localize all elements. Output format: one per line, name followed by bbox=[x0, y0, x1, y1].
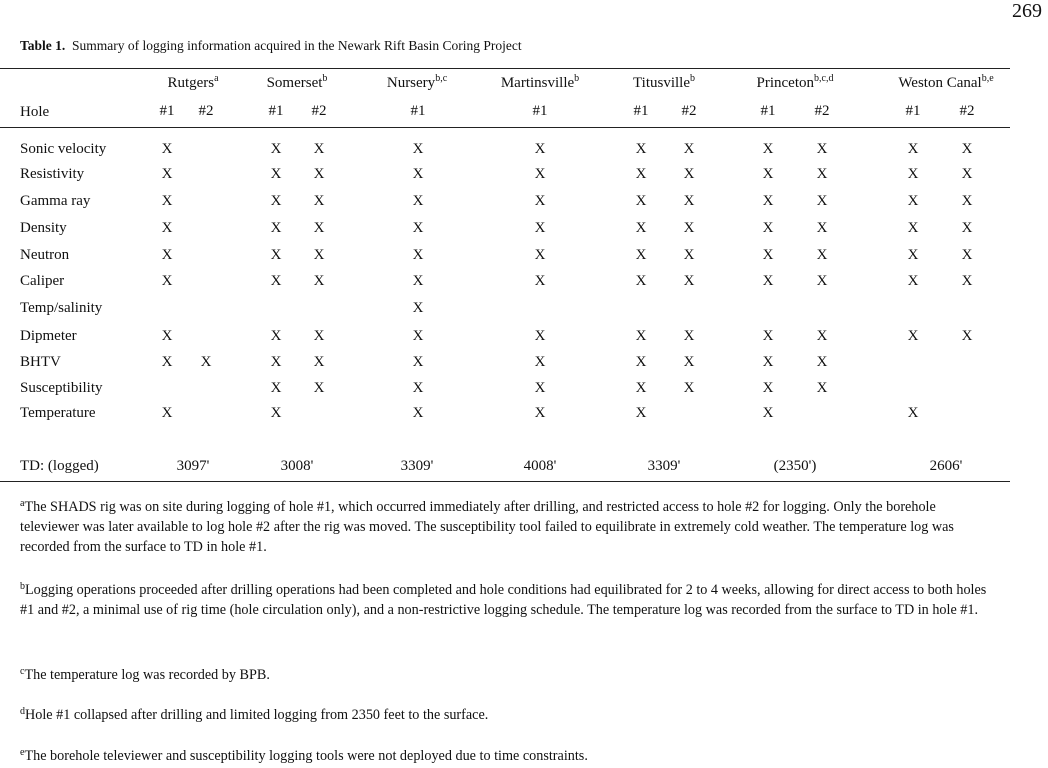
table-cell-mark: X bbox=[412, 193, 424, 209]
table-cell-mark: X bbox=[762, 247, 774, 263]
table-cell-mark: X bbox=[313, 220, 325, 236]
table-cell-mark: X bbox=[816, 380, 828, 396]
site-header bbox=[633, 75, 695, 92]
footnote-text: Hole #1 collapsed after drilling and limited logging from 2350 feet to the surface. bbox=[25, 707, 489, 723]
site-header bbox=[167, 75, 218, 92]
table-cell-mark: X bbox=[412, 405, 424, 421]
table-cell-mark: X bbox=[816, 247, 828, 263]
table-cell-mark: X bbox=[161, 193, 173, 209]
table-cell-mark: X bbox=[161, 247, 173, 263]
table-cell-mark: X bbox=[161, 166, 173, 182]
site-name: Titusville bbox=[633, 75, 690, 91]
footnote-mark: e bbox=[20, 747, 25, 758]
row-label: Temp/salinity bbox=[20, 300, 103, 316]
hole-label: #2 bbox=[814, 103, 830, 119]
footnote-mark: b bbox=[20, 581, 25, 592]
row-label: Gamma ray bbox=[20, 193, 91, 209]
hole-label: #1 bbox=[159, 103, 175, 119]
table-cell-mark: X bbox=[313, 247, 325, 263]
table-cell-mark: X bbox=[270, 247, 282, 263]
table-cell-mark: X bbox=[270, 166, 282, 182]
table-cell-mark: X bbox=[161, 273, 173, 289]
table-cell-mark: X bbox=[412, 247, 424, 263]
row-label: Neutron bbox=[20, 247, 70, 263]
table-cell-mark: X bbox=[270, 380, 282, 396]
row-label: Dipmeter bbox=[20, 328, 77, 344]
table-cell-mark: X bbox=[313, 193, 325, 209]
table-cell-mark: X bbox=[161, 354, 173, 370]
site-footnote-mark: b bbox=[322, 73, 328, 84]
hole-column-header: Hole bbox=[20, 104, 50, 120]
site-header bbox=[898, 75, 993, 92]
table-cell-mark: X bbox=[762, 328, 774, 344]
site-footnote-mark: b,c bbox=[435, 73, 448, 84]
table-cell-mark: X bbox=[161, 220, 173, 236]
td-value: 3309' bbox=[400, 458, 434, 474]
table-cell-mark: X bbox=[270, 193, 282, 209]
table-caption-label: Table 1. bbox=[20, 38, 66, 53]
table-cell-mark: X bbox=[816, 273, 828, 289]
table-cell-mark: X bbox=[961, 166, 973, 182]
table-top-rule bbox=[0, 68, 1010, 69]
table-cell-mark: X bbox=[907, 141, 919, 157]
table-cell-mark: X bbox=[907, 220, 919, 236]
row-label: Susceptibility bbox=[20, 380, 103, 396]
table-cell-mark: X bbox=[412, 300, 424, 316]
table-cell-mark: X bbox=[412, 328, 424, 344]
hole-label: #2 bbox=[681, 103, 697, 119]
table-caption-text: Summary of logging information acquired in the Newark Rift Basin Coring Project bbox=[72, 38, 522, 53]
table-cell-mark: X bbox=[816, 141, 828, 157]
footnote bbox=[20, 746, 995, 766]
site-name: Somerset bbox=[266, 75, 323, 91]
footnote-text: The borehole televiewer and susceptibility logging tools were not deployed due to time constraints. bbox=[24, 748, 588, 764]
footnote-text: The SHADS rig was on site during logging of hole #1, which occurred immediately after drilling, and restricted access to hole #2 for logging. Only the borehole televiewer was later available to log hole #2 after the rig was moved. The susceptibility tool failed to equilibrate in extremely cold weather. The temperature log was recorded from the surface to TD in hole #1. bbox=[20, 499, 954, 555]
hole-label: #2 bbox=[311, 103, 327, 119]
table-cell-mark: X bbox=[313, 380, 325, 396]
row-label: Density bbox=[20, 220, 67, 236]
table-cell-mark: X bbox=[270, 354, 282, 370]
table-cell-mark: X bbox=[161, 405, 173, 421]
footnote-text: The temperature log was recorded by BPB. bbox=[24, 667, 270, 683]
table-cell-mark: X bbox=[683, 220, 695, 236]
hole-label: #2 bbox=[198, 103, 214, 119]
table-cell-mark: X bbox=[907, 193, 919, 209]
hole-label: #1 bbox=[532, 103, 548, 119]
hole-label: #1 bbox=[760, 103, 776, 119]
table-cell-mark: X bbox=[816, 354, 828, 370]
td-value: 3309' bbox=[647, 458, 681, 474]
table-cell-mark: X bbox=[534, 328, 546, 344]
table-cell-mark: X bbox=[635, 354, 647, 370]
table-cell-mark: X bbox=[534, 405, 546, 421]
table-cell-mark: X bbox=[270, 220, 282, 236]
table-cell-mark: X bbox=[762, 166, 774, 182]
table-cell-mark: X bbox=[635, 273, 647, 289]
table-cell-mark: X bbox=[683, 354, 695, 370]
footnote-text: Logging operations proceeded after drilling operations had been completed and hole conditions had equilibrated for 2 to 4 weeks, allowing for direct access to both holes #1 and #2, a minimal use of rig time (hole circulation only), and a non-restrictive logging schedule. The temperature log was recorded from the surface to TD in hole #1. bbox=[20, 582, 987, 618]
site-header bbox=[387, 75, 447, 92]
page-number: 269 bbox=[1012, 0, 1042, 22]
table-cell-mark: X bbox=[907, 273, 919, 289]
table-cell-mark: X bbox=[412, 354, 424, 370]
table-cell-mark: X bbox=[635, 328, 647, 344]
site-name: Martinsville bbox=[500, 75, 575, 91]
hole-label: #1 bbox=[268, 103, 284, 119]
table-cell-mark: X bbox=[534, 193, 546, 209]
site-footnote-mark: b bbox=[689, 73, 695, 84]
table-cell-mark: X bbox=[762, 193, 774, 209]
footnote-mark: a bbox=[20, 498, 25, 509]
site-footnote-mark: b,e bbox=[981, 73, 994, 84]
td-value: (2350') bbox=[773, 458, 817, 474]
footnote-mark: d bbox=[20, 706, 25, 717]
td-value: 2606' bbox=[929, 458, 963, 474]
table-cell-mark: X bbox=[534, 273, 546, 289]
table-cell-mark: X bbox=[313, 328, 325, 344]
footnote bbox=[20, 665, 995, 685]
table-cell-mark: X bbox=[762, 273, 774, 289]
site-header bbox=[267, 75, 328, 92]
table-cell-mark: X bbox=[635, 380, 647, 396]
site-name: Weston Canal bbox=[898, 75, 982, 91]
table-cell-mark: X bbox=[961, 141, 973, 157]
table-cell-mark: X bbox=[683, 193, 695, 209]
table-cell-mark: X bbox=[412, 380, 424, 396]
table-cell-mark: X bbox=[635, 405, 647, 421]
row-label: Caliper bbox=[20, 273, 65, 289]
footnote bbox=[20, 497, 995, 557]
table-cell-mark: X bbox=[635, 166, 647, 182]
table-cell-mark: X bbox=[635, 220, 647, 236]
table-cell-mark: X bbox=[907, 405, 919, 421]
table-cell-mark: X bbox=[412, 273, 424, 289]
site-footnote-mark: b bbox=[574, 73, 580, 84]
table-cell-mark: X bbox=[635, 193, 647, 209]
td-label: TD: (logged) bbox=[20, 458, 99, 474]
table-cell-mark: X bbox=[683, 328, 695, 344]
table-cell-mark: X bbox=[534, 141, 546, 157]
table-cell-mark: X bbox=[683, 247, 695, 263]
table-cell-mark: X bbox=[412, 166, 424, 182]
table-cell-mark: X bbox=[762, 141, 774, 157]
table-cell-mark: X bbox=[907, 328, 919, 344]
table-cell-mark: X bbox=[683, 380, 695, 396]
hole-label: #1 bbox=[633, 103, 649, 119]
table-cell-mark: X bbox=[961, 273, 973, 289]
table-cell-mark: X bbox=[683, 166, 695, 182]
table-bottom-rule bbox=[0, 481, 1010, 482]
table-cell-mark: X bbox=[961, 247, 973, 263]
site-name: Princeton bbox=[756, 75, 815, 91]
row-label: BHTV bbox=[20, 354, 61, 370]
td-value: 3008' bbox=[280, 458, 314, 474]
td-value: 4008' bbox=[523, 458, 557, 474]
table-cell-mark: X bbox=[762, 405, 774, 421]
table-cell-mark: X bbox=[816, 220, 828, 236]
table-cell-mark: X bbox=[534, 380, 546, 396]
site-name: Rutgers bbox=[167, 75, 215, 91]
row-label: Sonic velocity bbox=[20, 141, 107, 157]
table-cell-mark: X bbox=[270, 328, 282, 344]
table-cell-mark: X bbox=[313, 354, 325, 370]
table-cell-mark: X bbox=[816, 193, 828, 209]
table-cell-mark: X bbox=[270, 273, 282, 289]
site-header bbox=[501, 75, 579, 92]
table-cell-mark: X bbox=[762, 354, 774, 370]
table-cell-mark: X bbox=[270, 141, 282, 157]
table-cell-mark: X bbox=[961, 328, 973, 344]
table-cell-mark: X bbox=[907, 247, 919, 263]
table-cell-mark: X bbox=[961, 193, 973, 209]
table-caption bbox=[20, 38, 522, 54]
site-header bbox=[757, 75, 834, 92]
table-cell-mark: X bbox=[534, 220, 546, 236]
table-cell-mark: X bbox=[412, 141, 424, 157]
footnote bbox=[20, 705, 995, 725]
table-cell-mark: X bbox=[161, 328, 173, 344]
hole-label: #1 bbox=[410, 103, 426, 119]
table-cell-mark: X bbox=[313, 166, 325, 182]
table-cell-mark: X bbox=[534, 354, 546, 370]
site-name: Nursery bbox=[386, 75, 436, 91]
table-cell-mark: X bbox=[961, 220, 973, 236]
hole-label: #2 bbox=[959, 103, 975, 119]
table-cell-mark: X bbox=[683, 273, 695, 289]
table-cell-mark: X bbox=[313, 273, 325, 289]
table-cell-mark: X bbox=[313, 141, 325, 157]
table-cell-mark: X bbox=[635, 247, 647, 263]
hole-label: #1 bbox=[905, 103, 921, 119]
table-cell-mark: X bbox=[161, 141, 173, 157]
table-cell-mark: X bbox=[635, 141, 647, 157]
table-cell-mark: X bbox=[907, 166, 919, 182]
table-cell-mark: X bbox=[412, 220, 424, 236]
table-cell-mark: X bbox=[270, 405, 282, 421]
site-footnote-mark: b,c,d bbox=[814, 73, 834, 84]
table-cell-mark: X bbox=[200, 354, 212, 370]
footnote bbox=[20, 580, 995, 620]
row-label: Resistivity bbox=[20, 166, 85, 182]
footnote-mark: c bbox=[20, 666, 25, 677]
td-value: 3097' bbox=[176, 458, 210, 474]
table-cell-mark: X bbox=[762, 380, 774, 396]
table-cell-mark: X bbox=[534, 247, 546, 263]
table-cell-mark: X bbox=[683, 141, 695, 157]
table-cell-mark: X bbox=[762, 220, 774, 236]
table-cell-mark: X bbox=[816, 166, 828, 182]
table-header-rule bbox=[0, 127, 1010, 128]
table-cell-mark: X bbox=[816, 328, 828, 344]
table-cell-mark: X bbox=[534, 166, 546, 182]
site-footnote-mark: a bbox=[214, 73, 219, 84]
row-label: Temperature bbox=[20, 405, 96, 421]
